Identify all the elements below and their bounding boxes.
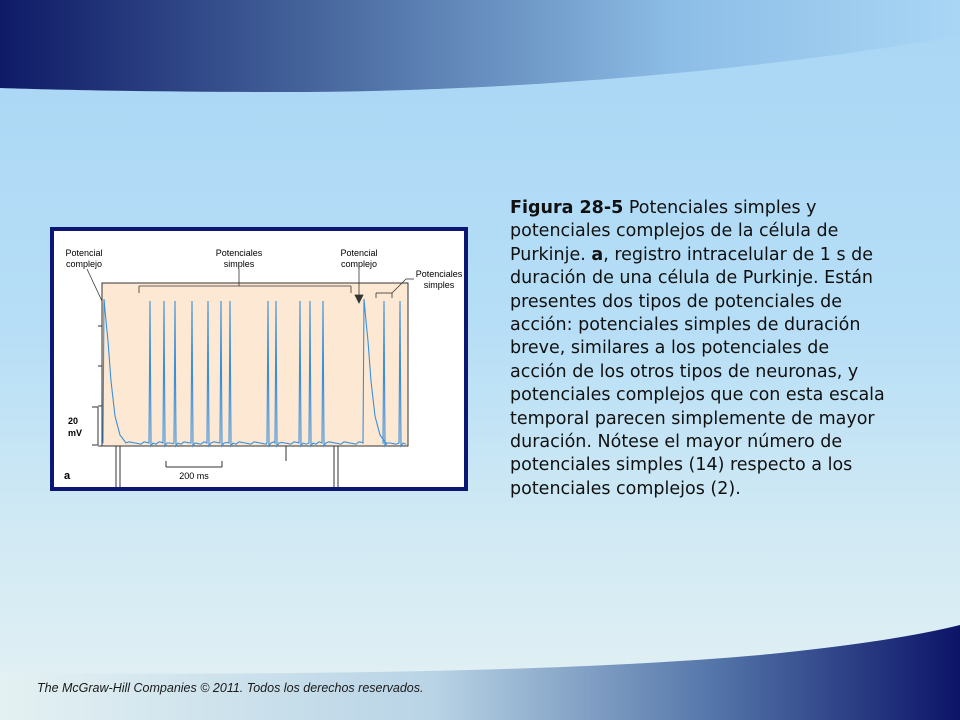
caption-intro: Potenciales simples y potenciales complejos de la célula de Purkinje.	[510, 198, 839, 265]
scale-label-value: 20	[68, 416, 79, 426]
figure-panel	[54, 231, 464, 487]
scale-label-unit: mV	[68, 428, 83, 438]
purkinje-recording-figure	[54, 231, 464, 487]
event-markers	[116, 446, 338, 487]
label-simple-1-line2: simples	[223, 259, 255, 269]
label-complex-2-line2: complejo	[340, 259, 378, 269]
recording-panel	[102, 283, 408, 446]
bottom-banner	[0, 615, 960, 720]
axis-ticks	[98, 326, 102, 446]
panel-label: a	[64, 470, 71, 482]
label-complex-1-line2: complejo	[65, 259, 103, 269]
time-scale-bar	[166, 461, 222, 467]
label-simple-1-line1: Potenciales	[215, 248, 263, 258]
label-simple-2-line1: Potenciales	[415, 269, 463, 279]
top-banner	[0, 0, 960, 100]
voltage-scale-bar	[92, 407, 98, 445]
figure-caption	[510, 197, 888, 501]
caption-figure-id: Figura 28-5	[510, 198, 624, 218]
copyright-notice: The McGraw-Hill Companies © 2011. Todos los derechos reservados.	[37, 681, 424, 695]
label-complex-2-line1: Potencial	[340, 248, 378, 258]
label-complex-1-line1: Potencial	[65, 248, 103, 258]
caption-body: , registro intracelular de 1 s de duración de una célula de Purkinje. Están presentes dos tipos de potenciales de acción: potenciales simples de duración breve, similares a los potenciales de acción de los otros tipos de neuronas, y potenciales complejos que con esta escala temporal parecen simplemente de mayor duración. Nótese el mayor número de potenciales simples (14) respecto a los potenciales complejos (2).	[510, 244, 885, 499]
label-simple-2-line2: simples	[423, 280, 455, 290]
caption-panel-label: a	[591, 244, 604, 265]
time-scale-label: 200 ms	[179, 471, 209, 481]
figure-frame	[50, 227, 468, 491]
